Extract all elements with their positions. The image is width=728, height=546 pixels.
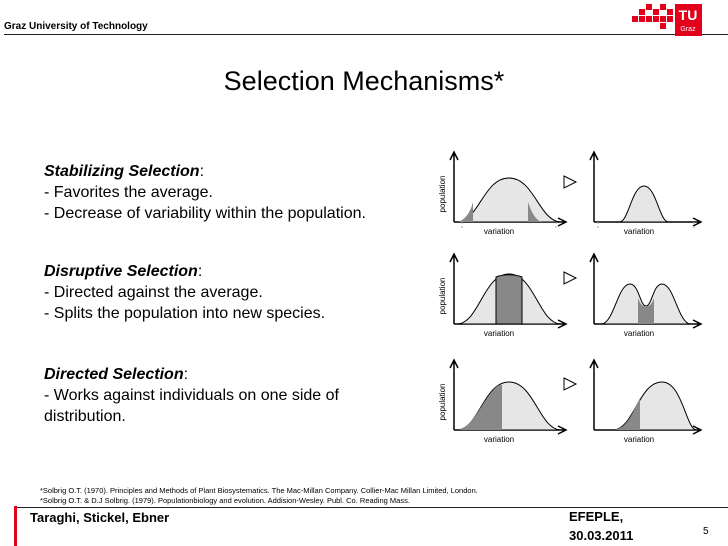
tu-graz-logo: [632, 4, 702, 36]
section-line: - Decrease of variability within the population.: [44, 205, 366, 222]
logo-text: TU: [678, 7, 698, 23]
page-number: 5: [703, 526, 709, 537]
footnote-line: *Solbrig O.T. (1970). Principles and Methods of Plant Biosystematics. The Mac-Millan Company. Collier-Mac Millan Limited, London.: [40, 486, 478, 495]
section-line: distribution.: [44, 408, 126, 425]
section-line: - Splits the population into new species.: [44, 305, 326, 322]
disruptive-figure: [434, 252, 704, 342]
logo-subtext: Graz: [680, 26, 696, 33]
directed-figure: [434, 358, 704, 448]
section-directed: Directed Selection: - Works against individuals on one side of distribution.: [44, 366, 339, 425]
x-axis-label: variation: [483, 227, 515, 236]
footnote-line: *Solbrig O.T. & D.J Solbrig. (1979). Populationbiology and evolution. Addision-Wesley. Publ. Co. Reading Mass.: [40, 496, 410, 505]
x-axis-label: variation: [623, 329, 655, 338]
section-line: - Directed against the average.: [44, 284, 263, 301]
section-heading: Directed Selection: [44, 366, 184, 383]
footnote: [40, 486, 478, 506]
y-axis-label: population: [438, 277, 447, 315]
stabilizing-figure: [434, 150, 704, 240]
footer-accent-bar: [14, 506, 17, 546]
header-divider: [4, 34, 728, 35]
university-name: Graz University of Technology: [4, 21, 148, 32]
x-axis-label: variation: [623, 435, 655, 444]
y-axis-label: population: [438, 383, 447, 421]
section-disruptive: Disruptive Selection: - Directed against the average. - Splits the population into new species.: [44, 263, 326, 322]
x-axis-label: variation: [483, 329, 515, 338]
slide-title: Selection Mechanisms*: [223, 66, 505, 96]
footer-conference: [569, 507, 659, 545]
section-stabilizing: Stabilizing Selection: - Favorites the average. - Decrease of variability within the population.: [44, 163, 366, 222]
section-line: - Works against individuals on one side of: [44, 387, 339, 404]
footer-authors: Taraghi, Stickel, Ebner: [30, 510, 170, 525]
x-axis-label: variation: [483, 435, 515, 444]
conference-date: 30.03.2011: [569, 528, 634, 543]
section-heading: Stabilizing Selection: [44, 163, 200, 180]
conference-name: EFEPLE,: [569, 509, 624, 524]
x-axis-label: variation: [623, 227, 655, 236]
y-axis-label: population: [438, 175, 447, 213]
section-heading: Disruptive Selection: [44, 263, 198, 280]
section-line: - Favorites the average.: [44, 184, 213, 201]
